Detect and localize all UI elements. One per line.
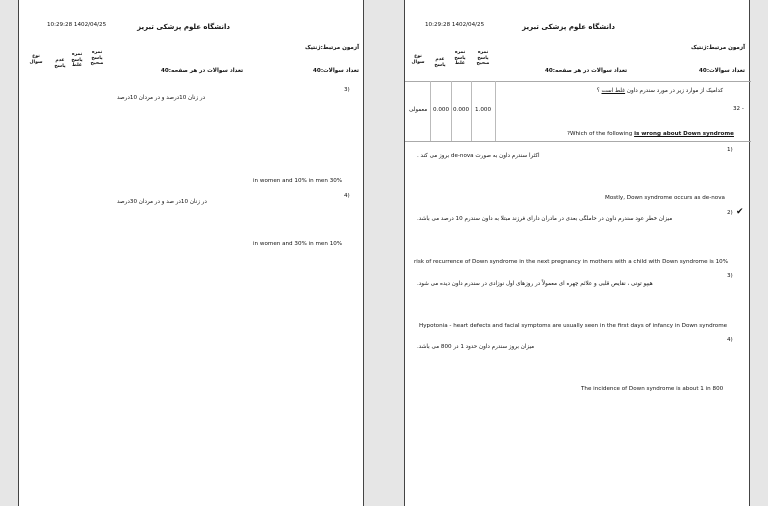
questions-per-page: تعداد سوالات در هر صفحه:40 xyxy=(545,68,628,74)
column-no-answer: عدم پاسخ xyxy=(434,57,446,68)
right-page xyxy=(404,0,750,506)
question-text-fa: کدامیک از موارد زیر در مورد سندرم داون غلط است ؟ xyxy=(596,88,723,94)
option-2-text-en: risk of recurrence of Down syndrome in the next pregnancy in mothers with a child with Down syndrome is 10% xyxy=(414,259,729,265)
column-no-answer: عدم پاسخ xyxy=(54,58,66,69)
divider xyxy=(405,141,751,142)
exam-label: آزمون مرتبط:ژنتیک xyxy=(305,45,359,51)
column-question-type: نوع سوال xyxy=(29,54,43,65)
option-1-number: 1) xyxy=(727,147,733,153)
option-1-text-fa: اکثرا سندرم داون به صورت de-nova بروز می کند . xyxy=(417,153,540,159)
questions-per-page: تعداد سوالات در هر صفحه:40 xyxy=(161,68,244,74)
divider xyxy=(430,81,431,141)
option-2-number: 2) xyxy=(727,210,733,216)
option-3-number: 3) xyxy=(727,273,733,279)
column-question-type: نوع سوال xyxy=(411,54,425,65)
questions-count: تعداد سوالات:40 xyxy=(313,68,359,74)
exam-label: آزمون مرتبط:ژنتیک xyxy=(691,45,745,51)
left-page xyxy=(18,0,364,506)
question-3-number: 3) xyxy=(344,87,350,93)
question-3-text-en: in women and 10% in men 30% xyxy=(253,178,343,184)
column-correct-score: نمره پاسخ صحیح xyxy=(90,50,104,67)
question-number: 32 - xyxy=(733,106,744,112)
column-wrong-score: نمره پاسخ غلط xyxy=(454,50,466,67)
divider xyxy=(405,81,751,82)
column-wrong-score: نمره پاسخ غلط xyxy=(71,52,83,69)
option-4-number: 4) xyxy=(727,337,733,343)
divider xyxy=(451,81,452,141)
question-text-en: ?Which of the following is wrong about Down syndrome xyxy=(567,131,734,137)
option-4-text-fa: میزان بروز سندرم داون حدود 1 در 800 می باشد. xyxy=(417,344,535,350)
questions-count: تعداد سوالات:40 xyxy=(699,68,745,74)
option-3-text-fa: هیپو تونی ، نقایص قلبی و علائم چهره ای معمولاً در روزهای اول نوزادی در سندرم داون دیده می شود. xyxy=(417,281,653,287)
option-2-text-fa: میزان خطر عود سندرم داون در حاملگی بعدی در مادران دارای فرزند مبتلا به داون سندرم 10 درصد می باشد. xyxy=(417,216,673,222)
column-correct-score: نمره پاسخ صحیح xyxy=(476,50,490,67)
divider xyxy=(495,81,496,141)
timestamp: 10:29:28 1402/04/25 xyxy=(47,22,107,28)
university-title: دانشگاه علوم پزشکی تبریز xyxy=(522,23,615,31)
question-4-number: 4) xyxy=(344,193,350,199)
question-4-text-fa: در زنان 10در صد و در مردان 30درصد xyxy=(117,199,207,205)
wrong-score: 0.000 xyxy=(453,107,470,113)
timestamp: 10:29:28 1402/04/25 xyxy=(425,22,485,28)
no-answer-score: 0.000 xyxy=(433,107,450,113)
correct-score: 1.000 xyxy=(475,107,492,113)
option-1-text-en: Mostly, Down syndrome occurs as de-nova xyxy=(605,195,725,201)
option-4-text-en: The incidence of Down syndrome is about 1 in 800 xyxy=(581,386,724,392)
question-3-text-fa: در زنان 10درصد و در مردان 10درصد xyxy=(117,95,206,101)
university-title: دانشگاه علوم پزشکی تبریز xyxy=(137,23,230,31)
option-3-text-en: Hypotonia - heart defects and facial symptoms are usually seen in the first days of infancy in Down syndrome xyxy=(419,323,728,329)
question-type: معمولی xyxy=(409,107,428,113)
question-4-text-en: in women and 30% in men 10% xyxy=(253,241,343,247)
divider xyxy=(471,81,472,141)
check-icon: ✔ xyxy=(736,207,744,217)
